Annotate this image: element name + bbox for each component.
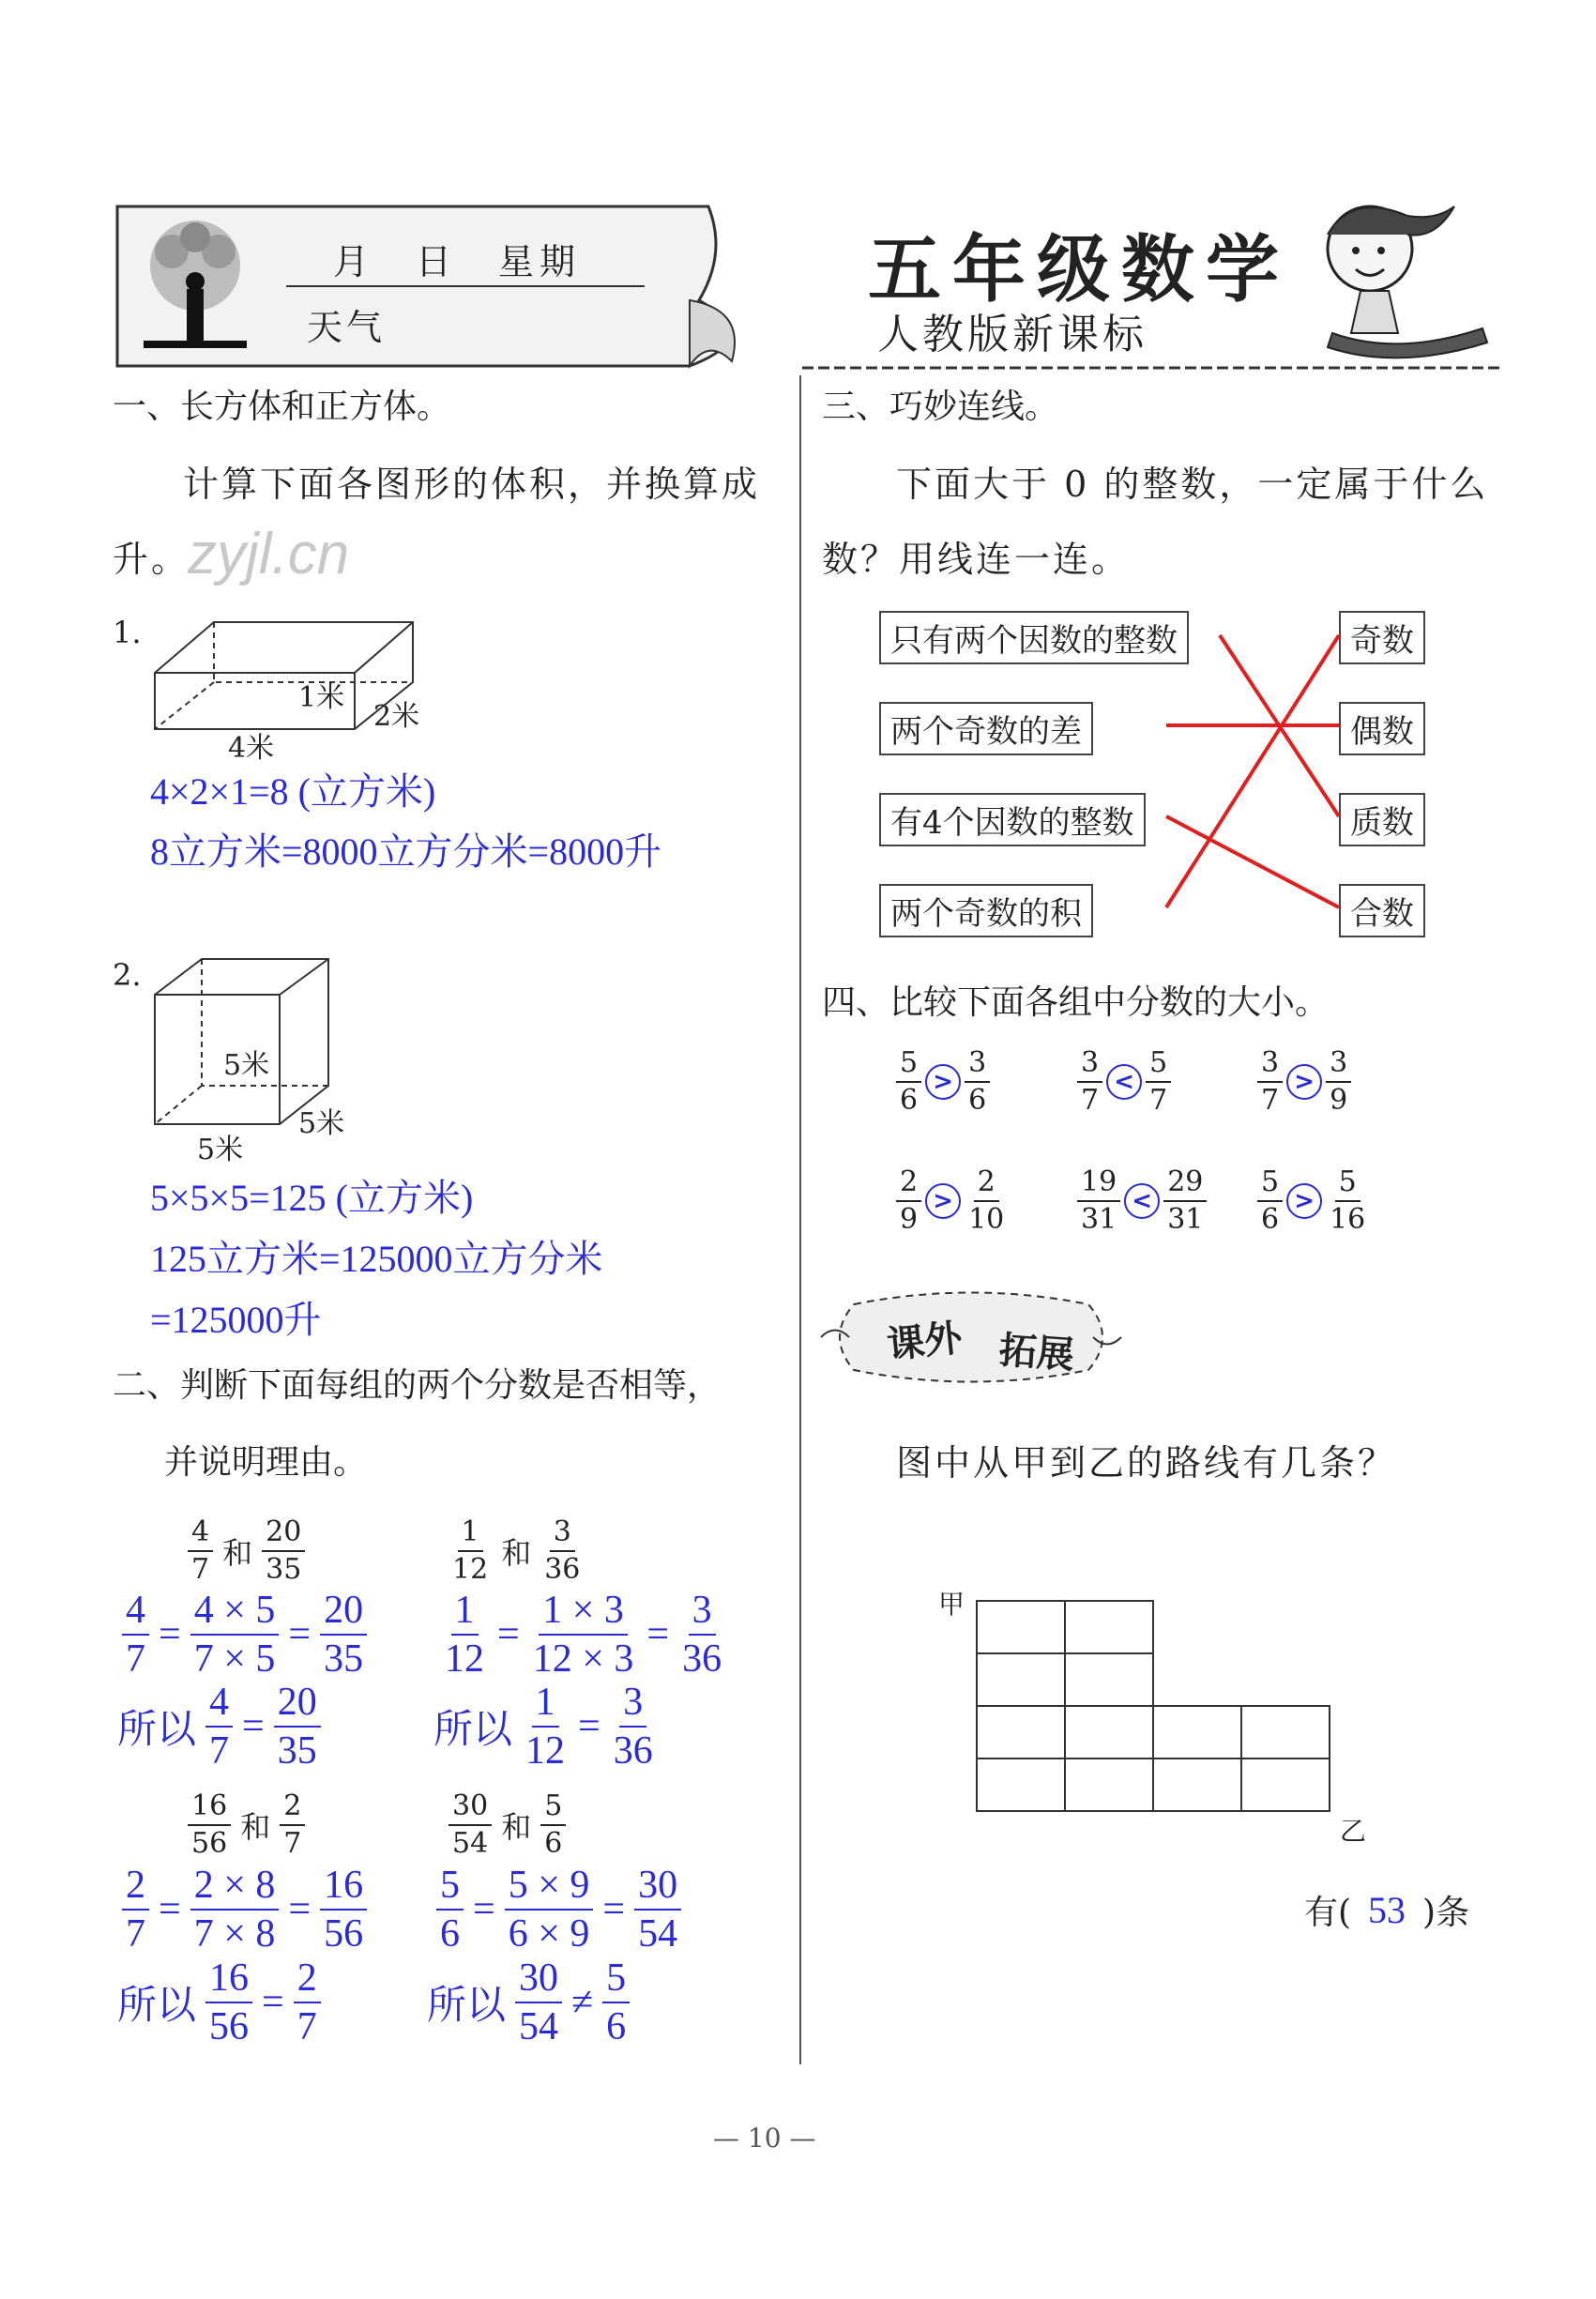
match-left-1[interactable]: 只有两个因数的整数	[879, 611, 1189, 664]
extension-banner-frame	[816, 1286, 1126, 1389]
group4-conclusion: 所以 $\frac{30}{54}$ ≠ $\frac{5}{6}$	[427, 1958, 630, 2047]
section2-title-line2: 并说明理由。	[164, 1443, 368, 1482]
section3-title: 三、巧妙连线。	[822, 388, 1059, 426]
cuboid-length-label: 4米	[228, 732, 275, 765]
group2-pair: $\frac{1}{12}$ 和 $\frac{3}{36}$	[452, 1515, 581, 1586]
group2-derivation: $\frac{1}{12}$ = $\frac{1 \times 3}{12 \times 3}$ = $\frac{3}{36}$	[445, 1589, 722, 1681]
section3-question-line2: 数？用线连一连。	[822, 539, 1131, 580]
cuboid-height-label: 1米	[298, 681, 345, 714]
extension-answer-line: 有( 53 )条	[1304, 1889, 1470, 1932]
compare-2-3: $\frac{5}{6}$ > $\frac{5}{16}$	[1257, 1168, 1369, 1234]
section1-instruction-line2: 升。	[113, 539, 190, 580]
extension-question: 图中从甲到乙的路线有几条？	[896, 1442, 1397, 1484]
compare-2-1: $\frac{2}{9}$ > $\frac{2}{10}$	[896, 1168, 1008, 1234]
compare-1-3: $\frac{3}{7}$ > $\frac{3}{9}$	[1257, 1049, 1351, 1115]
q2-answer-line1: 5×5×5=125 (立方米)	[150, 1177, 474, 1219]
match-right-3[interactable]: 质数	[1339, 793, 1425, 846]
match-line-4	[1166, 635, 1339, 907]
compare-1-2: $\frac{3}{7}$ < $\frac{5}{7}$	[1077, 1049, 1171, 1115]
group3-pair: $\frac{16}{56}$ 和 $\frac{2}{7}$	[188, 1792, 305, 1858]
q1-number: 1.	[113, 615, 142, 650]
group3-derivation: $\frac{2}{7}$ = $\frac{2 \times 8}{7 \times 8}$ = $\frac{16}{56}$	[122, 1865, 367, 1954]
group1-pair: $\frac{4}{7}$ 和 $\frac{20}{35}$	[188, 1518, 305, 1584]
q2-answer-line3: =125000升	[150, 1299, 322, 1341]
section2-title: 二、判断下面每组的两个分数是否相等，	[113, 1366, 722, 1405]
group3-conclusion: 所以 $\frac{16}{56}$ = $\frac{2}{7}$	[117, 1958, 321, 2047]
section3-question-line1: 下面大于 0 的整数，一定属于什么	[896, 464, 1489, 505]
grid-start-label: 甲	[938, 1589, 965, 1620]
book-title: 五年级数学	[868, 228, 1291, 312]
group2-conclusion: 所以 $\frac{1}{12}$ = $\frac{3}{36}$	[433, 1681, 653, 1773]
match-right-2[interactable]: 偶数	[1339, 702, 1425, 755]
cube-length-label: 5米	[197, 1134, 244, 1166]
match-left-2[interactable]: 两个奇数的差	[879, 702, 1093, 755]
extension-banner-text1: 课外	[885, 1316, 965, 1368]
section4-title: 四、比较下面各组中分数的大小。	[822, 983, 1330, 1022]
weather-label: 天气	[307, 307, 387, 348]
route-grid	[976, 1600, 1332, 1816]
match-right-4[interactable]: 合数	[1339, 884, 1425, 937]
section1-title: 一、长方体和正方体。	[113, 388, 451, 426]
q1-answer-line2: 8立方米=8000立方分米=8000升	[150, 830, 662, 873]
compare-1-1: $\frac{5}{6}$ > $\frac{3}{6}$	[896, 1049, 990, 1115]
watermark: zyjl.cn	[188, 522, 350, 586]
grid-end-label: 乙	[1340, 1816, 1367, 1847]
date-label: 月 日 星期	[333, 241, 582, 282]
compare-2-2: $\frac{19}{31}$ < $\frac{29}{31}$	[1077, 1168, 1207, 1234]
match-right-1[interactable]: 奇数	[1339, 611, 1425, 664]
section1-instruction-line1: 计算下面各图形的体积，并换算成	[183, 464, 761, 505]
cuboid-width-label: 2米	[373, 700, 420, 733]
extension-banner-text2: 拓展	[997, 1329, 1076, 1378]
book-subtitle: 人教版新课标	[877, 311, 1148, 358]
group1-conclusion: 所以 $\frac{4}{7}$ = $\frac{20}{35}$	[117, 1682, 321, 1771]
group4-pair: $\frac{30}{54}$ 和 $\frac{5}{6}$	[448, 1792, 566, 1858]
extension-answer: 53	[1368, 1889, 1406, 1931]
group1-derivation: $\frac{4}{7}$ = $\frac{4 \times 5}{7 \times 5}$ = $\frac{20}{35}$	[122, 1591, 367, 1679]
match-left-4[interactable]: 两个奇数的积	[879, 884, 1093, 937]
q2-answer-line2: 125立方米=125000立方分米	[150, 1238, 603, 1280]
group4-derivation: $\frac{5}{6}$ = $\frac{5 \times 9}{6 \times 9}$ = $\frac{30}{54}$	[436, 1865, 681, 1954]
page-number: — 10 —	[713, 2123, 816, 2154]
match-line-3	[1166, 816, 1339, 907]
match-left-3[interactable]: 有4个因数的整数	[879, 793, 1146, 846]
q2-number: 2.	[113, 957, 142, 993]
cube-width-label: 5米	[298, 1107, 345, 1140]
cube-height-label: 5米	[223, 1049, 270, 1082]
q1-answer-line1: 4×2×1=8 (立方米)	[150, 770, 436, 813]
